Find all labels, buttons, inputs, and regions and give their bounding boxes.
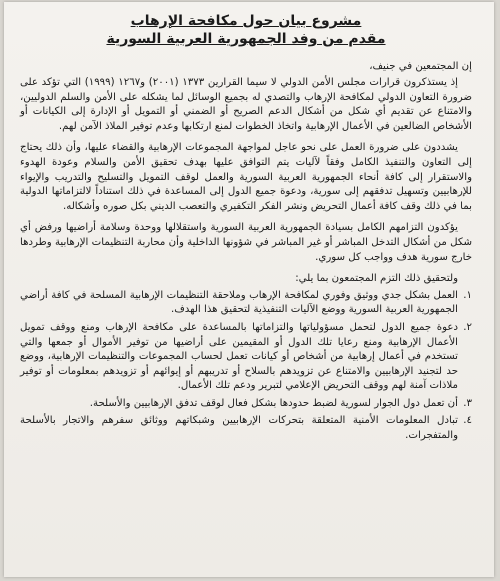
paragraph-emphasizing: يشددون على ضرورة العمل على نحو عاجل لمواجهة المجموعات الإرهابية والقضاء عليها، وأن ذلك يحتاج إلى التعاون والتنفيذ الكامل وفقاً لآليات يتم التوافق عليها بهدف تحقيق الأمن والسلام وعودة الهدوء والاستقرار إلى كافة أنحاء الجمهورية العربية السورية والعمل لوقف التمويل والتسليح والتدريب والإيواء للإرهابيين وتسهيل تدفقهم إلى سورية، ودعوة جميع الدول إلى المساعدة في ذلك استناداً لالتزاماتها الدولية بما في ذلك وقف كافة أعمال التحريض ونشر الفكر التكفيري والتعصب الديني بكل صوره وأشكاله.	[20, 142, 472, 212]
list-item	[20, 321, 472, 394]
paragraph-recalling: إذ يستذكرون قرارات مجلس الأمن الدولي لا سيما القرارين ١٣٧٣ (٢٠٠١) و١٢٦٧ (١٩٩٩) التي تؤكد على ضرورة التعاون الدولي لمكافحة الإرهاب والتصدي له بجميع الوسائل لما يشكله على الأمن والسلم الدوليين، والامتناع عن تقديم أي شكل من أشكال الدعم الصريح أو الضمني أو التمويل أو الإدارة إلى الكيانات أو الأشخاص الضالعين في الأعمال الإرهابية واتخاذ الخطوات لمنع ارتكابها وعدم توفير الملاذ الآمن لهم.	[20, 77, 472, 132]
greeting: إن المجتمعين في جنيف،	[369, 61, 472, 72]
document-page	[4, 2, 494, 577]
list-item-text: أن تعمل دول الجوار لسورية لضبط حدودها بشكل فعال لوقف تدفق الإرهابيين والأسلحة.	[89, 397, 458, 409]
list-item-number: ١.	[463, 289, 472, 301]
list-item-number: ٣.	[463, 397, 472, 409]
document-title-line2: مقدم من وفد الجمهورية العربية السورية	[106, 31, 386, 47]
paragraph-affirming: يؤكدون التزامهم الكامل بسيادة الجمهورية العربية السورية واستقلالها ووحدة وسلامة أراضيها ورفض أي شكل من أشكال التدخل المباشر أو غير المباشر في شؤونها الداخلية وأن محاربة التنظيمات الإرهابية وطردها خارج سورية هدف وواجب كل سوري.	[20, 222, 472, 263]
list-item-number: ٤.	[463, 415, 472, 427]
list-item	[20, 289, 472, 318]
list-item-text: تبادل المعلومات الأمنية المتعلقة بتحركات الإرهابيين وشبكاتهم ووثائق سفرهم والاتجار بالأسلحة والمتفجرات.	[20, 415, 458, 442]
list-item	[20, 414, 472, 443]
list-item	[20, 397, 472, 412]
document-title-line1: مشروع بيان حول مكافحة الإرهاب	[130, 13, 362, 29]
list-item-text: دعوة جميع الدول لتحمل مسؤولياتها والتزاماتها بالمساعدة على مكافحة الإرهاب ومنع ووقف تمويل الأعمال الإرهابية ومنع رعايا تلك الدول أو المقيمين على أراضيها من توفير الأموال أو جمعها والتي تستخدم في أعمال إرهابية من أشخاص أو كيانات تعمل لحساب المجموعات والتنظيمات الإرهابية، ووضع حد لتجنيد الإرهابيين والامتناع عن تزويدهم بالسلاح أو تدريبهم أو إيوائهم أو تزويدهم بمعلومات أو توفير ملاذات آمنة لهم ووقف التحريض الإعلامي لتبرير ودعم تلك الأعمال.	[20, 321, 458, 392]
list-item-text: العمل بشكل جدي ووثيق وفوري لمكافحة الإرهاب وملاحقة التنظيمات الإرهابية المسلحة في كافة أراضي الجمهورية العربية السورية ووضع الآليات التنفيذية لتحقيق هذا الهدف.	[20, 289, 458, 316]
list-intro: ولتحقيق ذلك التزم المجتمعون بما يلي:	[295, 273, 458, 285]
list-item-number: ٢.	[463, 321, 472, 333]
